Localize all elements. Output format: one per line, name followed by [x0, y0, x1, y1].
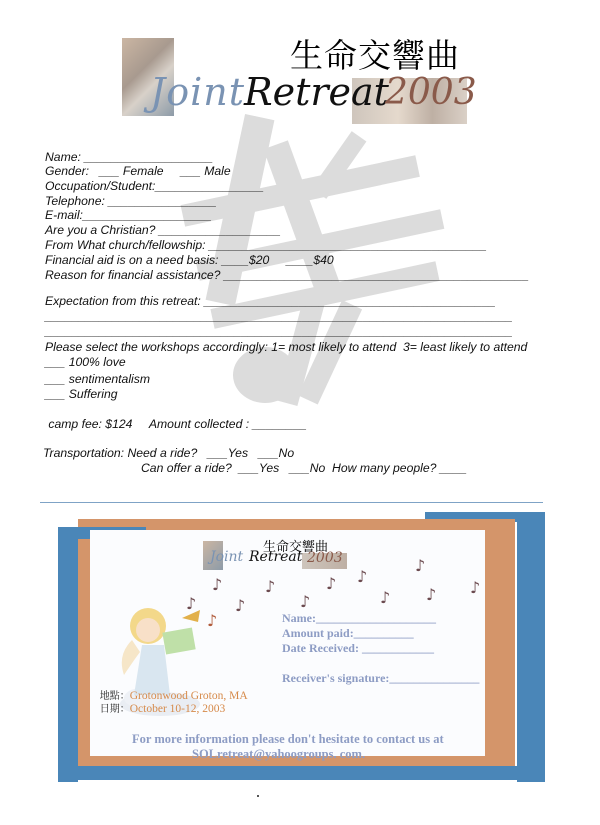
field-financial-aid[interactable]: Financial aid is on a need basis: ____$20 ____$40 [45, 253, 334, 267]
divider-line [40, 502, 543, 503]
music-note-icon: ♪ [470, 578, 481, 597]
date-row [94, 688, 225, 715]
music-note-icon: ♪ [212, 575, 223, 594]
music-note-icon: ♪ [265, 577, 276, 596]
ticket-frame-blue [58, 527, 78, 782]
music-note-icon: ♪ [326, 574, 337, 593]
music-note-icon: ♪ [357, 567, 368, 586]
field-occupation[interactable]: Occupation/Student:________________ [45, 179, 264, 193]
title-year: 2003 [385, 72, 477, 113]
music-note-icon: ♪ [300, 592, 311, 611]
field-email[interactable]: E-mail:___________________ [45, 208, 212, 222]
ticket-field-date-received[interactable]: Date Received: ____________ [282, 641, 434, 655]
ticket-frame-orange [78, 519, 90, 764]
date-label: 日期： [99, 704, 130, 715]
music-note-icon: ♪ [380, 588, 391, 607]
expectation-line-3[interactable]: _____________________________________________________________________ [45, 324, 513, 338]
ticket-field-signature[interactable]: Receiver's signature:_______________ [282, 671, 480, 685]
ticket-frame-blue [58, 766, 545, 780]
field-telephone[interactable]: Telephone: ________________ [45, 194, 217, 208]
field-reason[interactable]: Reason for financial assistance? _____________________________________________ [45, 268, 529, 282]
title-joint: Joint [150, 70, 246, 114]
location-label: 地點： [99, 691, 130, 702]
ticket-field-amount-paid[interactable]: Amount paid:__________ [282, 626, 414, 640]
title-retreat: Retreat [244, 70, 389, 114]
ticket-field-name[interactable]: Name:____________________ [282, 611, 436, 625]
field-church[interactable]: From What church/fellowship: _________________________________________ [45, 238, 487, 252]
chinese-title: 生命交響曲 [290, 36, 460, 75]
field-gender[interactable]: Gender: ___ Female ___ Male [45, 164, 231, 178]
ticket-title-year: 2003 [307, 550, 343, 566]
workshops-prompt: Please select the workshops accordingly: 1= most likely to attend 3= least likely to attend [45, 340, 528, 354]
ticket-frame-orange [485, 519, 515, 779]
field-christian[interactable]: Are you a Christian? __________________ [45, 223, 281, 237]
info-text: For more information please don't hesitate to contact us at [132, 732, 444, 746]
music-note-icon: ♪ [235, 596, 246, 615]
location-value: Grotonwood Groton, MA [129, 690, 248, 702]
field-offer-ride[interactable]: Can offer a ride? ___Yes ___No How many people? ____ [141, 461, 467, 475]
info-email[interactable]: SOLretreat@yahoogroups. com. [192, 747, 366, 761]
field-name[interactable]: Name: ___________________ [45, 150, 214, 164]
workshop-option-sentimentalism[interactable]: ___ sentimentalism [45, 372, 150, 386]
ticket-title-joint: Joint [210, 549, 244, 565]
ticket-frame-blue [517, 512, 545, 782]
expectation-line-2[interactable]: _____________________________________________________________________ [45, 309, 513, 323]
field-transportation[interactable]: Transportation: Need a ride? ___Yes ___No [43, 446, 295, 460]
workshop-option-love[interactable]: ___ 100% love [45, 355, 126, 369]
music-note-icon: ♪ [415, 556, 426, 575]
music-note-icon: ♪ [426, 585, 437, 604]
speck [257, 795, 259, 797]
music-note-icon: ♪ [186, 594, 197, 613]
field-expectation[interactable]: Expectation from this retreat: ___________________________________________ [45, 294, 496, 308]
camp-fee[interactable]: camp fee: $124 Amount collected : ________ [45, 417, 307, 431]
date-value: October 10-12, 2003 [129, 703, 226, 715]
ticket-chinese-title: 生命交響曲 [263, 540, 329, 555]
ticket-title-retreat: Retreat [249, 549, 303, 565]
workshop-option-suffering[interactable]: ___ Suffering [45, 387, 118, 401]
music-note-icon: ♪ [207, 611, 218, 630]
